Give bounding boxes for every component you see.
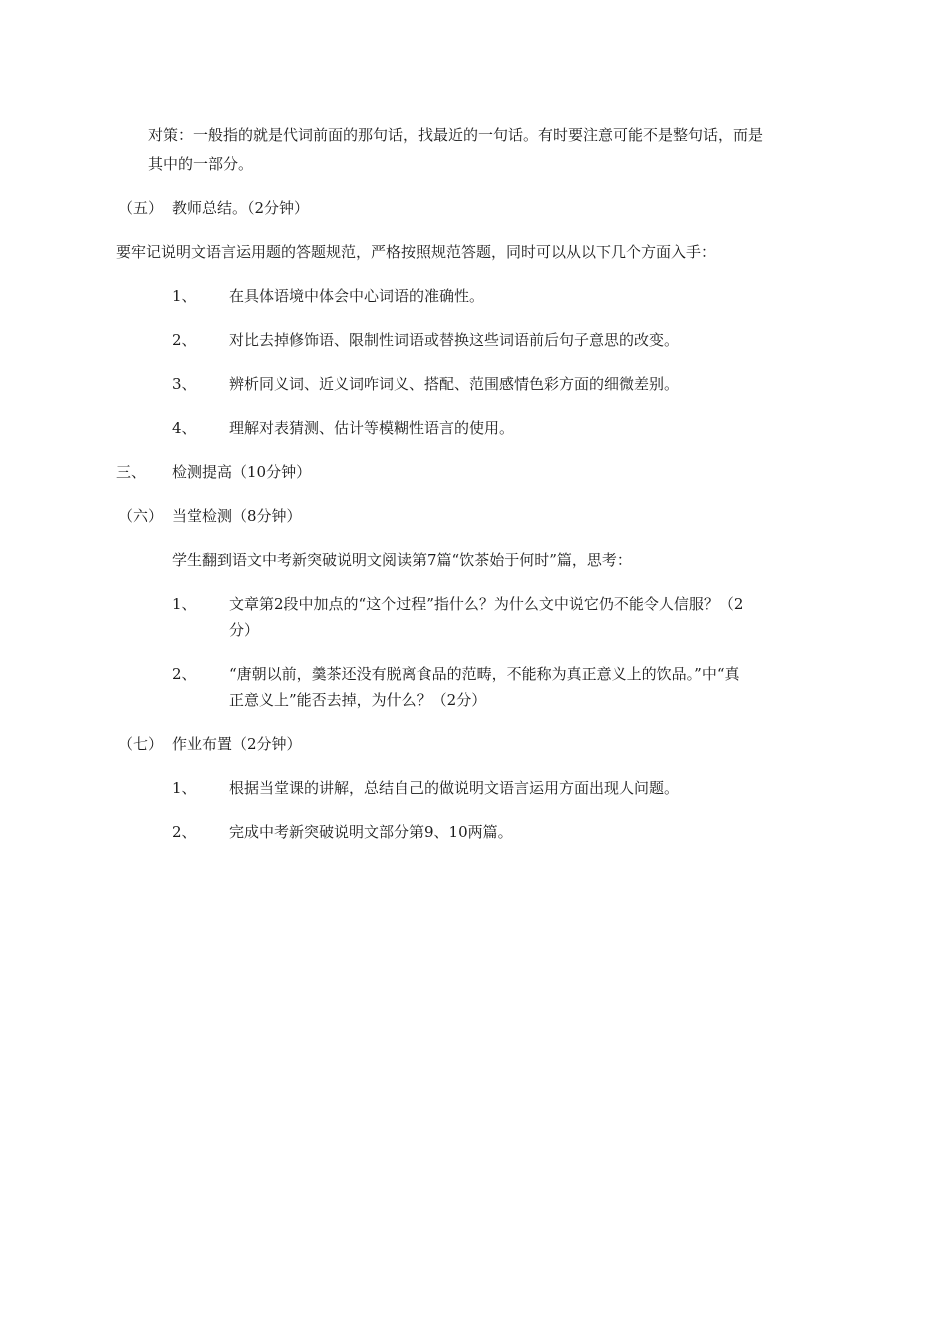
- section-5-item-2-text: 对比去掉修饰语、限制性词语或替换这些词语前后句子意思的改变。: [229, 331, 680, 349]
- section-5-number: （五）: [118, 199, 164, 217]
- section-5-item-3-number: 3、: [172, 375, 197, 393]
- section-5-item-4-number: 4、: [172, 419, 197, 437]
- section-6-item-2-line-1: “唐朝以前，羹茶还没有脱离食品的范畴，不能称为真正意义上的饮品。”中“真: [229, 665, 740, 683]
- section-7-item-2-number: 2、: [172, 823, 197, 841]
- section-5-title: 教师总结。（2分钟）: [172, 199, 310, 217]
- section-5-item-1-number: 1、: [172, 287, 197, 305]
- part-3-title: 检测提高（10分钟）: [172, 463, 312, 481]
- section-6-number: （六）: [118, 507, 164, 525]
- part-3-number: 三、: [116, 463, 147, 481]
- intro-line-1: 对策：一般指的就是代词前面的那句话，找最近的一句话。有时要注意可能不是整句话，而是: [148, 126, 764, 144]
- intro-line-2: 其中的一部分。: [148, 155, 254, 173]
- section-6-item-1-line-2: 分）: [229, 621, 260, 639]
- section-5-paragraph: 要牢记说明文语言运用题的答题规范，严格按照规范答题，同时可以从以下几个方面入手：: [116, 243, 717, 261]
- section-5-item-3-text: 辨析同义词、近义词咋词义、搭配、范围感情色彩方面的细微差别。: [229, 375, 680, 393]
- section-6-title: 当堂检测（8分钟）: [172, 507, 302, 525]
- section-6-item-2-line-2: 正意义上”能否去掉，为什么？（2分）: [229, 691, 487, 709]
- section-5-item-1-text: 在具体语境中体会中心词语的准确性。: [229, 287, 485, 305]
- section-7-title: 作业布置（2分钟）: [172, 735, 302, 753]
- section-6-item-1-line-1: 文章第2段中加点的“这个过程”指什么？为什么文中说它仍不能令人信服？（2: [229, 595, 744, 613]
- section-6-item-2-number: 2、: [172, 665, 197, 683]
- section-7-number: （七）: [118, 735, 164, 753]
- section-7-item-1-number: 1、: [172, 779, 197, 797]
- section-6-paragraph: 学生翻到语文中考新突破说明文阅读第7篇“饮茶始于何时”篇，思考：: [172, 551, 632, 569]
- section-7-item-1-text: 根据当堂课的讲解，总结自己的做说明文语言运用方面出现人问题。: [229, 779, 680, 797]
- section-5-item-2-number: 2、: [172, 331, 197, 349]
- section-7-item-2-text: 完成中考新突破说明文部分第9、10两篇。: [229, 823, 513, 841]
- section-6-item-1-number: 1、: [172, 595, 197, 613]
- section-5-item-4-text: 理解对表猜测、估计等模糊性语言的使用。: [229, 419, 515, 437]
